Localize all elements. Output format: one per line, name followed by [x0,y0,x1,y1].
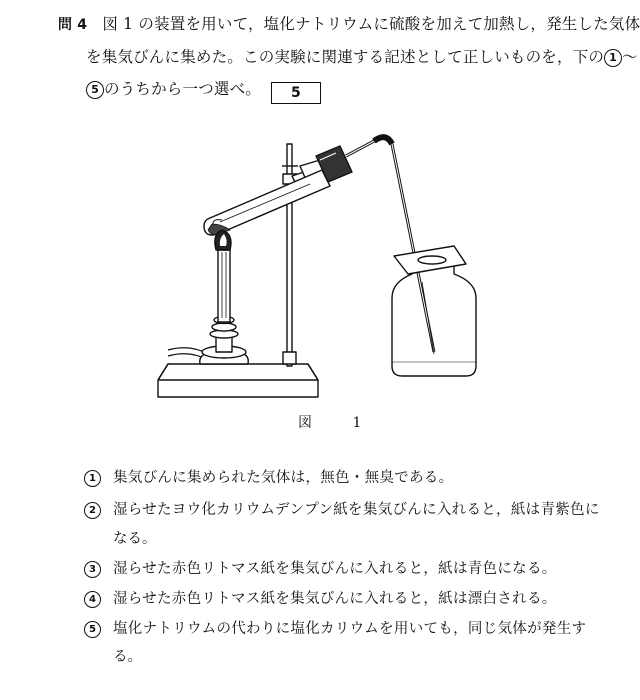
burner [200,250,249,364]
stand-base [158,364,318,397]
choice-2-number: 2 [84,502,101,519]
choice-4-text: 湿らせた赤色リトマス紙を集気びんに入れると，紙は漂白される。 [113,591,557,607]
question-line-1 [58,14,640,35]
choice-2-text: 湿らせたヨウ化カリウムデンプン紙を集気びんに入れると，紙は青紫色に [113,502,600,518]
collecting-bottle [392,246,476,376]
choice-1[interactable] [84,468,453,488]
choice-1-text: 集気びんに集められた気体は，無色・無臭である。 [113,470,454,486]
choice-3-number: 3 [84,561,101,578]
figure-caption-text: 図 1 [298,415,380,431]
choice-3[interactable] [84,559,557,579]
answer-box[interactable]: 5 [271,82,321,104]
choice-5-text: 塩化ナトリウムの代わりに塩化カリウムを用いても，同じ気体が発生す [113,621,587,637]
choice-5-continuation: る。 [113,649,142,665]
choice-ref-last: 5 [86,81,104,99]
apparatus-drawing [150,122,480,412]
choice-ref-first: 1 [604,49,622,67]
choice-4-number: 4 [84,591,101,608]
question-line-3 [86,79,321,104]
choice-1-number: 1 [84,470,101,487]
choice-5-number: 5 [84,621,101,638]
test-tube [204,170,330,250]
apparatus-figure [150,122,480,412]
choice-3-text: 湿らせた赤色リトマス紙を集気びんに入れると，紙は青色になる。 [113,561,557,577]
choice-4[interactable] [84,589,557,609]
question-text-1: 図 1 の装置を用いて，塩化ナトリウムに硫酸を加えて加熱し，発生した気体 [102,15,640,33]
delivery-tube [346,137,434,352]
choice-2[interactable] [84,500,600,520]
tilde: 〜 [622,48,638,66]
question-text-3: のうちから一つ選べ。 [104,80,262,98]
question-text-2: を集気びんに集めた。この実験に関連する記述として正しいものを，下の [86,48,605,66]
question-line-2 [86,47,638,67]
choice-5[interactable] [84,619,586,639]
question-label: 問 4 [58,17,88,33]
choice-2-continuation: なる。 [113,531,157,547]
